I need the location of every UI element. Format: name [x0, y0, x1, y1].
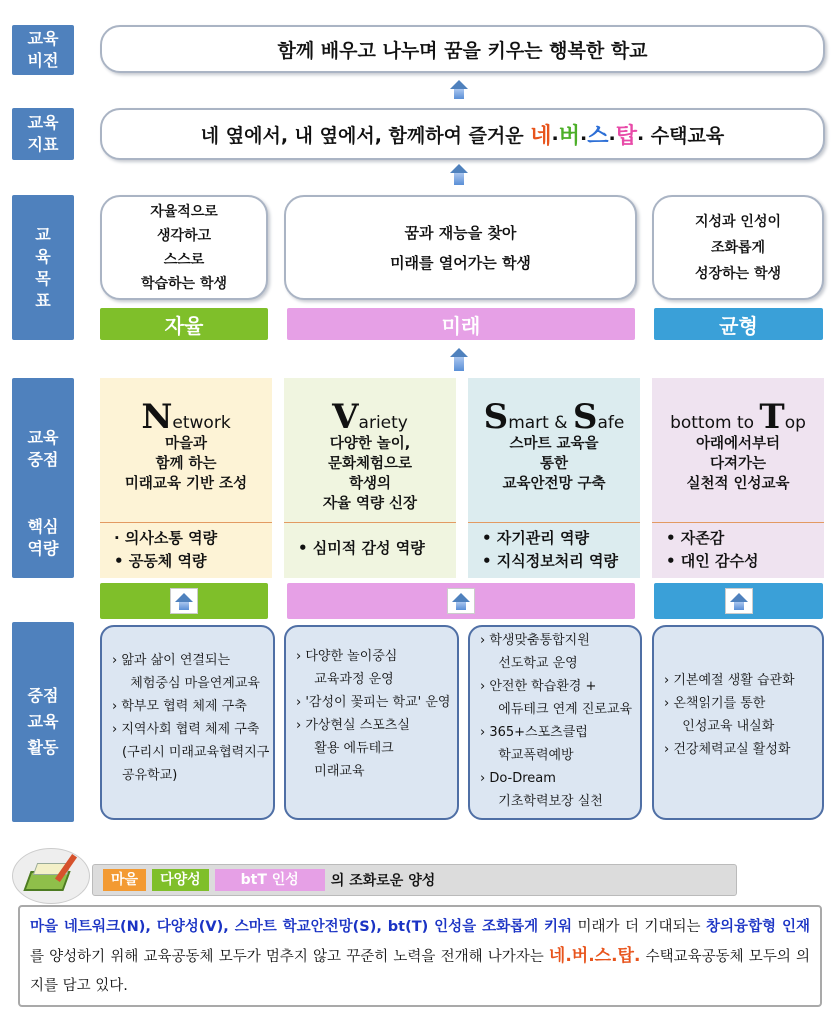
- up-arrow-icon: [450, 348, 468, 357]
- focus-initial: T: [759, 397, 785, 437]
- up-arrow-icon: [454, 357, 464, 371]
- focus-initial: S: [483, 397, 509, 437]
- activity-box: [284, 625, 459, 820]
- activity-item: › '감성이 꽃피는 학교' 운영: [296, 695, 451, 710]
- goal-letter-beo: 버: [558, 123, 580, 149]
- competency-item: · 의사소통 역량: [114, 529, 218, 547]
- tag-btt: btT 인성: [215, 869, 325, 891]
- summary-paragraph: [18, 905, 822, 1007]
- focus-initial: V: [332, 397, 359, 437]
- activity-item: › 가상현실 스포츠실 활용 에듀테크 미래교육: [296, 718, 410, 779]
- focus-word: op: [784, 413, 806, 433]
- focus-smart-safe: [468, 378, 640, 578]
- side-label-goal: [12, 108, 74, 160]
- focus-bottom-top: [652, 378, 824, 578]
- focus-desc: 다양한 놀이, 문화체험으로 학생의 자율 역량 신장: [322, 436, 418, 512]
- up-arrow-icon: [725, 588, 753, 614]
- target-text: 지성과 인성이 조화롭게 성장하는 학생: [694, 213, 782, 282]
- activity-item: › 기본예절 생활 습관화: [664, 673, 795, 688]
- summary-brand: 네.버.스.탑.: [548, 946, 641, 966]
- focus-word: bottom to: [670, 413, 760, 433]
- focus-head: [468, 378, 640, 523]
- focus-word: afe: [597, 413, 625, 433]
- target-box-autonomy: [100, 195, 268, 300]
- up-arrow-icon: [454, 89, 464, 99]
- goal-dot: .: [608, 123, 616, 145]
- focus-word: etwork: [172, 413, 231, 433]
- focus-word: mart &: [508, 413, 573, 433]
- side-label-vision: [12, 25, 74, 75]
- activity-item: › 학부모 협력 체제 구축: [112, 699, 247, 714]
- focus-initial: N: [141, 397, 173, 437]
- activity-item: › 앎과 삶이 연결되는 체험중심 마을연계교육: [112, 653, 260, 691]
- bar-future: [287, 308, 635, 340]
- activity-box: [468, 625, 642, 820]
- competency-list: [284, 522, 456, 578]
- goal-text: 네 옆에서, 내 옆에서, 함께하여 즐거운: [200, 124, 531, 147]
- competency-list: [468, 522, 640, 578]
- focus-head: [100, 378, 272, 523]
- activity-item: › 온책읽기를 통한 인성교육 내실화: [664, 696, 775, 734]
- competency-item: • 자기관리 역량: [482, 529, 589, 547]
- summary-highlight: 마을 네트워크(N), 다양성(V), 스마트 학교안전망(S), bt(T) 인성을 조화롭게 키워: [30, 919, 573, 935]
- focus-initial: S: [572, 397, 598, 437]
- competency-list: [100, 522, 272, 578]
- activity-box: [100, 625, 275, 820]
- competency-item: • 심미적 감성 역량: [298, 539, 425, 557]
- activity-item: › 지역사회 협력 체제 구축 (구리시 미래교육협력지구 공유학교): [112, 722, 270, 783]
- side-text: 중점 교육 활동: [27, 686, 59, 757]
- strip-future: [287, 583, 635, 619]
- focus-head: [284, 378, 456, 523]
- summary-highlight: 창의융합형 인재: [706, 919, 810, 935]
- goal-dot: .: [551, 123, 559, 145]
- target-box-future: [284, 195, 637, 300]
- bar-label: 미래: [441, 313, 481, 338]
- target-box-balance: [652, 195, 824, 300]
- focus-desc: 마을과 함께 하는 미래교육 기반 조성: [124, 436, 248, 492]
- strip-balance: [654, 583, 823, 619]
- goal-letter-ne: 네: [530, 123, 552, 149]
- strip-autonomy: [100, 583, 268, 619]
- focus-desc: 아래에서부터 다져가는 실천적 인성교육: [686, 436, 790, 492]
- focus-desc: 스마트 교육을 통한 교육안전망 구축: [502, 436, 606, 492]
- goal-letter-tap: 탑: [615, 123, 637, 149]
- bar-label: 자율: [164, 313, 204, 338]
- bar-label: 균형: [719, 313, 758, 338]
- summary-title-bar: [92, 864, 737, 896]
- side-text: 교육 중점: [27, 427, 59, 469]
- tag-variety: 다양성: [152, 869, 209, 891]
- focus-head: [652, 378, 824, 523]
- goal-dot: .: [579, 123, 588, 145]
- goal-box: [100, 108, 825, 160]
- side-text: 교육 비전: [27, 29, 59, 70]
- focus-word: ariety: [358, 413, 408, 433]
- goal-dot: .: [636, 123, 645, 145]
- activity-item: › 학생맞춤통합지원 선도학교 운영: [480, 633, 590, 671]
- side-text: 교육 지표: [27, 113, 59, 154]
- target-text: 꿈과 재능을 찾아 미래를 열어가는 학생: [390, 223, 531, 272]
- focus-variety: [284, 378, 456, 578]
- summary-text: 미래가 더 기대되는: [572, 919, 707, 935]
- bar-autonomy: [100, 308, 268, 340]
- tag-village: 마을: [103, 869, 146, 891]
- side-label-focus: [12, 378, 74, 578]
- focus-network: [100, 378, 272, 578]
- summary-text: 를 양성하기 위해 교육공동체 모두가 멈추지 않고 꾸준히 노력을 전개해 나가자는: [30, 949, 549, 965]
- side-label-activity: [12, 622, 74, 822]
- up-arrow-icon: [450, 80, 468, 89]
- goal-suffix: 수택교육: [644, 124, 725, 147]
- side-text: 핵심 역량: [27, 516, 59, 558]
- side-label-target: [12, 195, 74, 340]
- book-pencil-icon: [12, 848, 90, 904]
- activity-item: › 365+스포츠클럽 학교폭력예방: [480, 725, 588, 763]
- up-arrow-icon: [454, 173, 464, 185]
- up-arrow-icon: [447, 588, 475, 614]
- vision-box: [100, 25, 825, 73]
- activity-item: › 다양한 놀이중심 교육과정 운영: [296, 649, 398, 687]
- goal-letter-seu: 스: [587, 123, 609, 149]
- bar-balance: [654, 308, 823, 340]
- up-arrow-icon: [170, 588, 198, 614]
- target-text: 자율적으로 생각하고 스스로 학습하는 학생: [140, 203, 228, 292]
- summary-title-tail: 의 조화로운 양성: [330, 873, 436, 889]
- up-arrow-icon: [450, 164, 468, 173]
- competency-item: • 대인 감수성: [666, 552, 759, 570]
- activity-box: [652, 625, 824, 820]
- competency-item: • 공동체 역량: [114, 552, 207, 570]
- vision-text: 함께 배우고 나누며 꿈을 키우는 행복한 학교: [277, 39, 648, 62]
- side-text: 교 육 목 표: [35, 224, 51, 310]
- activity-item: › 건강체력교실 활성화: [664, 742, 791, 757]
- activity-item: › Do-Dream 기초학력보장 실천: [480, 771, 603, 809]
- activity-item: › 안전한 학습환경 + 에듀테크 연계 진로교육: [480, 679, 633, 717]
- competency-item: • 자존감: [666, 529, 725, 547]
- competency-list: [652, 522, 824, 578]
- competency-item: • 지식정보처리 역량: [482, 552, 618, 570]
- summary-text: 수택교육공동체 모두의 의지를 담고 있다.: [30, 949, 810, 994]
